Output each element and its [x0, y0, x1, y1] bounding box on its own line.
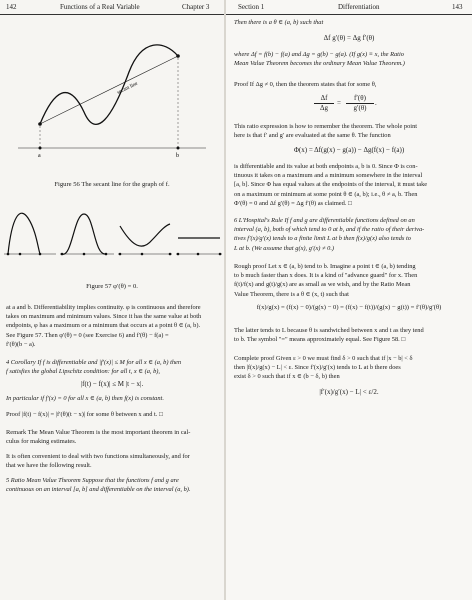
complete-proof: Complete proof Given ε > 0 we must find δ > 0 such that if |x − b| < δ then |f(x)/g(x) − L| < ε. Since f′(x)/g′(x) tends to L at b there does exist δ > 0 such that if x ∈ (b − δ, b) then [234, 355, 413, 381]
left-header [0, 0, 224, 14]
right-phi-para: is differentiable and its value at both endpoints a, b is 0. Since Φ is con- tinuous it takes on a maximum and a minimum somewhere in the interval [a, b]. Since Φ has equal values at the endpoints of the interval, it must take on a maximum or minimum at some point θ ∈ (a, b); i.e., θ ≠ a, b. Then Φ′(θ) = 0 and Δf g′(θ) = Δg f′(θ) as claimed. □ [234, 163, 428, 207]
equation-1: Δf g′(θ) = Δg f′(θ) [323, 34, 375, 42]
right-intro: Then there is a θ ∈ (a, b) such that [234, 19, 324, 26]
left-running-title: Functions of a Real Variable [60, 3, 140, 11]
figure-56-tick-a [39, 147, 42, 150]
figure-56-curve [40, 45, 178, 125]
rough-proof: Rough proof Let x ∈ (a, b) tend to b. Imagine a point t ∈ (a, b) tending to b much faster than x does. It is a kind of "advance guard" for x. Then f(t)/f(x) and g(t)/g(x) are as small as we wish, and by the Ratio Mean Value Theorem, there is a θ ∈ (x, t) such that [234, 263, 418, 298]
figure-57-panel-1 [4, 213, 56, 255]
right-header-rule [226, 14, 472, 15]
figure-57-panel-2 [60, 214, 114, 255]
left-para-1: at a and b. Differentiability implies continuity. φ is continuous and therefore takes on maximum and minimum values. Since it has the same value at both endpoints, φ has a maximum or a minimum that occurs at a point θ ∈ (a, b). See Figure 57. Then φ′(θ) = 0 (see Exercise 6) and f′(θ) − f(a) = f′(θ)(b − a). [6, 304, 202, 348]
right-latter: The latter tends to L because θ is sandwiched between x and t as they tend to b. The symbol "=" means approximately equal. See Figure 58. □ [234, 327, 424, 344]
ratio-mean-value-theorem: 5 Ratio Mean Value Theorem Suppose that the functions f and g are continuous on an interval [a, b] and differentiable on the interval (a, b). [6, 477, 191, 494]
right-header [226, 0, 472, 14]
figure-56-secant-label: secant line [116, 80, 139, 96]
equation-5: |f′(x)/g′(x) − L| < ε/2. [319, 388, 379, 396]
remark: Remark The Mean Value Theorem is the most important theorem in cal- culus for making estimates. [6, 429, 191, 446]
left-header-rule [0, 14, 224, 15]
right-page-number: 143 [452, 3, 463, 11]
left-page [0, 0, 224, 600]
right-section: Section 1 [238, 3, 265, 11]
left-chapter: Chapter 3 [182, 3, 210, 11]
figure-56-label-a: a [38, 153, 41, 159]
corollary-4: 4 Corollary If f is differentiable and |f′(x)| ≤ M for all x ∈ (a, b) then f satisfies the global Lipschitz condition: for all t, x ∈ (a, b), [6, 359, 182, 376]
left-para-2: It is often convenient to deal with two functions simultaneously, and for that we have the following result. [6, 453, 190, 470]
corollary-constant: In particular if f′(x) = 0 for all x ∈ (a, b) then f(x) is constant. [6, 395, 164, 402]
right-page: Section 1 Differentiation 143 Then there is a θ ∈ (a, b) such that Δf g′(θ) = Δg f′(θ) where Δf = f(b) − f(a) and Δg = g(b) − g(a). (If g(x) ≡ x, the Ratio Mean Value Theorem becomes the ordinary Mean Value Theorem.) Proof If Δg ≠ 0, then the theorem states that for some θ, Δf Δg = f′(θ) g′(θ) . This ratio expression is how to remember the theorem. The whole point here is that f′ and g′ are evaluated at the same θ. The function Φ(x) = Δf(g(x) − g(a)) − Δg(f(x) − f(a)) is differentiable and its value at both endpoints a, b is 0. Since Φ is con- tinuous it takes on a maximum and a minimum somewhere in the interval [a, b]. Since Φ has equal values at the endpoints of the interval, it must take on a maximum or minimum at some point θ ∈ (a, b); i.e., θ ≠ a, b. Then Φ′(θ) = 0 and Δf g′(θ) = Δg f′(θ) as claimed. □ 6 L'Hospital's Rule If f and g are differentiable functions defined on an interval (a, b), both of which tend to 0 at b, and if the ratio of their deriva- tives f′(x)/g′(x) tends to a finite limit L at b then f(x)/g(x) also tends to L at b. (We assume that g(x), g′(x) ≠ 0.) Rough proof Let x ∈ (a, b) tend to b. Imagine a point t ∈ (a, b) tending to b much faster than x does. It is a kind of "advance guard" for x. Then f(t)/f(x) and g(t)/g(x) are as small as we wish, and by the Ratio Mean Value Theorem, there is a θ ∈ (x, t) such that f(x)/g(x) = (f(x) − 0)/(g(x) − 0) = (f(x) − f(t))/(g(x) − g(t)) = f′(θ)/g′(θ) The latter tends to L because θ is sandwiched between x and t as they tend to b. The symbol "=" means approximately equal. See Figure 58. □ Complete proof Given ε > 0 we must find δ > 0 such that if |x − b| < δ then |f(x)/g(x) − L| < ε. Since f′(x)/g′(x) tends to L at b there does exist δ > 0 such that if x ∈ (b − δ, b) then |f′(x)/g′(x) − L| < ε/2. [226, 0, 472, 600]
left-page-number: 142 [6, 3, 17, 11]
figure-56-point-a [38, 122, 42, 126]
figure-56-tick-b [177, 147, 180, 150]
right-remember: This ratio expression is how to remember the theorem. The whole point here is that f′ and g′ are evaluated at the same θ. The function [234, 123, 418, 140]
right-where: where Δf = f(b) − f(a) and Δg = g(b) − g(a). (If g(x) ≡ x, the Ratio Mean Value Theorem becomes the ordinary Mean Value Theorem.) [234, 51, 405, 68]
ratio-proof-start: Proof If Δg ≠ 0, then the theorem states that for some θ, [234, 81, 377, 88]
figure-57 [2, 196, 224, 276]
corollary-proof: Proof |f(t) − f(x)| = |f′(θ)(t − x)| for some θ between x and t. □ [6, 411, 163, 418]
figure-56-point-b [176, 54, 180, 58]
right-running-title: Differentiation [338, 3, 380, 11]
figure-56-caption: Figure 56 The secant line for the graph of f. [54, 181, 170, 188]
figure-56 [14, 20, 210, 160]
figure-57-panel-4 [176, 238, 222, 255]
figure-57-caption: Figure 57 φ′(θ) = 0. [86, 283, 138, 290]
lhospital-rule: 6 L'Hospital's Rule If f and g are differentiable functions defined on an interval (a, b), both of which tend to 0 at b, and if the ratio of their deriva- tives f′(x)/g′(x) tends to a finite limit L at b then f(x)/g(x) also tends to L at b. (We assume that g(x), g′(x) ≠ 0.) [234, 217, 425, 252]
corollary-equation: |f(t) − f(x)| ≤ M |t − x|. [80, 380, 144, 388]
equation-3: Φ(x) = Δf(g(x) − g(a)) − Δg(f(x) − f(a)) [293, 146, 405, 154]
equation-4: f(x)/g(x) = (f(x) − 0)/(g(x) − 0) = (f(x) − f(t))/(g(x) − g(t)) = f′(θ)/g′(θ) [256, 304, 442, 311]
figure-57-panel-3 [118, 224, 172, 255]
figure-56-label-b: b [176, 153, 179, 159]
